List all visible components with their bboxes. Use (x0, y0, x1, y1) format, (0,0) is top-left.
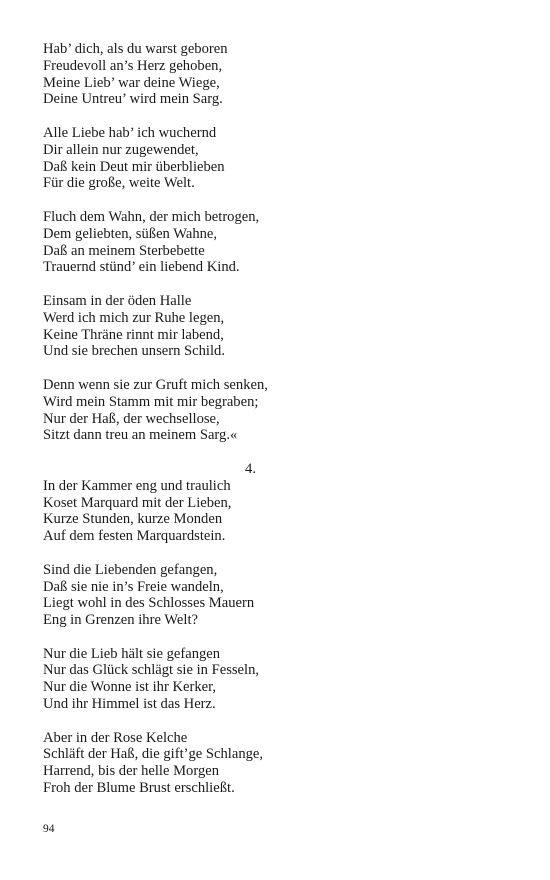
verse-line: Wird mein Stamm mit mir begraben; (43, 393, 259, 410)
stanza (43, 293, 513, 360)
verse-line: Alle Liebe hab’ ich wuchernd (43, 124, 217, 141)
verse-line: Nur das Glück schlägt sie in Fesseln, (43, 662, 260, 679)
verse-line: Und sie brechen unsern Schild. (43, 343, 225, 360)
section-number: 4. (245, 460, 256, 477)
stanza (43, 41, 513, 108)
stanza (43, 730, 513, 797)
verse-line: Und ihr Himmel ist das Herz. (43, 696, 216, 713)
verse-line: Daß sie nie in’s Freie wandeln, (43, 578, 224, 595)
verse-line: Eng in Grenzen ihre Welt? (43, 612, 198, 629)
stanza (43, 125, 513, 192)
verse-line: Nur der Haß, der wechsellose, (43, 410, 220, 427)
verse-line: Keine Thräne rinnt mir labend, (43, 326, 224, 343)
stanza (43, 377, 513, 444)
verse-line: Freudevoll an’s Herz gehoben, (43, 57, 223, 74)
verse-line: Werd ich mich zur Ruhe legen, (43, 309, 225, 326)
verse-line: Meine Lieb’ war deine Wiege, (43, 74, 220, 91)
stanza (43, 562, 513, 629)
verse-line: In der Kammer eng und traulich (43, 477, 231, 494)
verse-line: Trauernd stünd’ ein liebend Kind. (43, 259, 240, 276)
verse-line: Froh der Blume Brust erschließt. (43, 780, 235, 797)
stanza (43, 209, 513, 276)
verse-line: Sind die Liebenden gefangen, (43, 561, 218, 578)
verse-line: Hab’ dich, als du warst geboren (43, 41, 228, 57)
verse-line: Nur die Lieb hält sie gefangen (43, 645, 221, 662)
verse-line: Daß an meinem Sterbebette (43, 242, 205, 259)
verse-line: Kurze Stunden, kurze Monden (43, 511, 223, 528)
verse-line: Nur die Wonne ist ihr Kerker, (43, 679, 217, 696)
stanza (43, 646, 513, 713)
verse-line: Schläft der Haß, die gift’ge Schlange, (43, 746, 264, 763)
verse-line: Auf dem festen Marquardstein. (43, 528, 226, 545)
verse-line: Harrend, bis der helle Morgen (43, 763, 220, 780)
verse-line: Dir allein nur zugewendet, (43, 141, 199, 158)
poem-text (43, 41, 513, 814)
verse-line: Sitzt dann treu an meinem Sarg.« (43, 427, 238, 444)
verse-line: Koset Marquard mit der Lieben, (43, 494, 232, 511)
verse-line: Daß kein Deut mir überblieben (43, 158, 225, 175)
stanza (43, 478, 513, 545)
verse-line: Dem geliebten, süßen Wahne, (43, 225, 218, 242)
verse-line: Deine Untreu’ wird mein Sarg. (43, 91, 223, 108)
verse-line: Aber in der Rose Kelche (43, 729, 188, 746)
verse-line: Liegt wohl in des Schlosses Mauern (43, 595, 255, 612)
verse-line: Denn wenn sie zur Gruft mich senken, (43, 376, 268, 393)
verse-line: Fluch dem Wahn, der mich betrogen, (43, 208, 260, 225)
verse-line: Einsam in der öden Halle (43, 292, 192, 309)
verse-line: Für die große, weite Welt. (43, 175, 195, 192)
page-number: 94 (43, 823, 55, 835)
